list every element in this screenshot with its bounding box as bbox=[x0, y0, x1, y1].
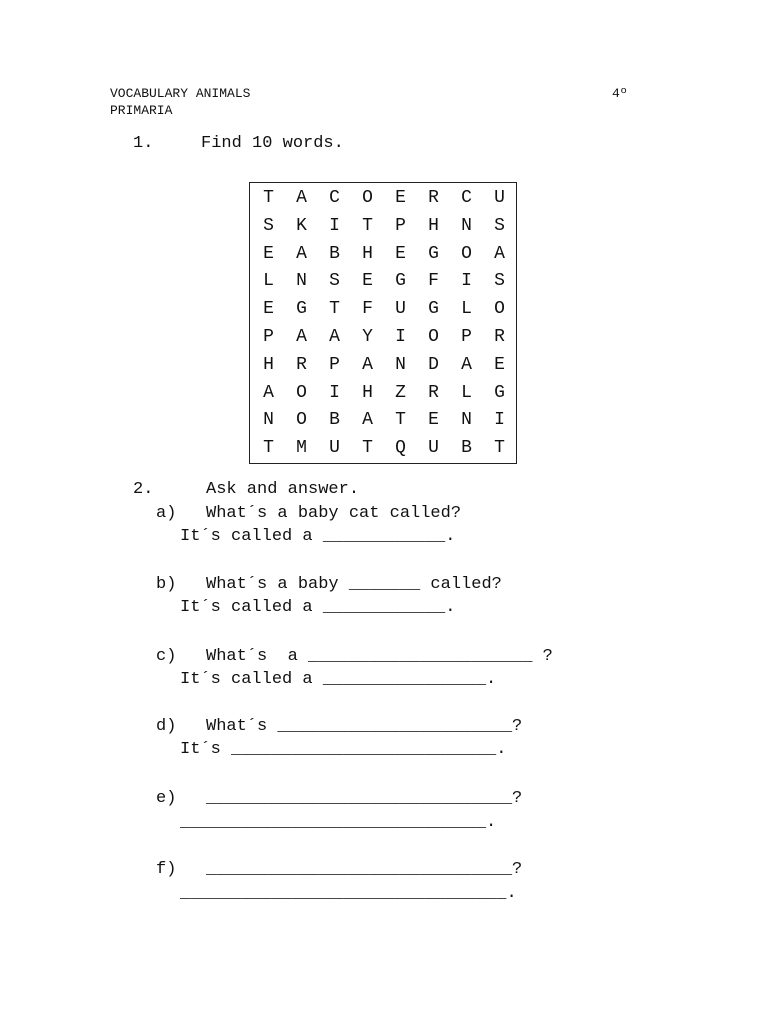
grid-letter: S bbox=[263, 215, 274, 236]
word-search-rows bbox=[250, 185, 516, 463]
grid-letter: O bbox=[494, 299, 505, 320]
grid-letter: F bbox=[362, 299, 373, 320]
item-e-question: ______________________________? bbox=[206, 789, 523, 808]
item-b-answer: It´s called a ____________. bbox=[180, 598, 456, 617]
grade-label: 4º bbox=[612, 86, 628, 101]
grid-letter: N bbox=[263, 410, 274, 431]
grid-letter: F bbox=[428, 271, 439, 292]
grid-letter: N bbox=[296, 271, 307, 292]
grid-letter: I bbox=[329, 382, 340, 403]
grid-letter: T bbox=[329, 299, 340, 320]
item-d-answer: It´s __________________________. bbox=[180, 740, 507, 759]
grid-letter: N bbox=[461, 215, 472, 236]
grid-letter: E bbox=[362, 271, 373, 292]
grid-letter: A bbox=[494, 243, 505, 264]
grid-letter: P bbox=[263, 326, 274, 347]
grid-letter: L bbox=[461, 382, 472, 403]
grid-letter: U bbox=[428, 438, 439, 459]
item-a-question: What´s a baby cat called? bbox=[206, 504, 462, 523]
worksheet-title: VOCABULARY ANIMALS bbox=[110, 86, 251, 101]
grid-letter: S bbox=[329, 271, 340, 292]
grid-letter: U bbox=[329, 438, 340, 459]
item-b-question: What´s a baby _______ called? bbox=[206, 575, 502, 594]
grid-letter: O bbox=[296, 410, 307, 431]
grid-row bbox=[250, 324, 516, 352]
grid-letter: A bbox=[296, 243, 307, 264]
grid-letter: P bbox=[395, 215, 406, 236]
grid-letter: M bbox=[296, 438, 307, 459]
grid-letter: E bbox=[395, 188, 406, 208]
grid-letter: O bbox=[296, 382, 307, 403]
grid-letter: Y bbox=[362, 326, 373, 347]
grid-letter: T bbox=[395, 410, 406, 431]
grid-letter: D bbox=[428, 354, 439, 375]
grid-letter: I bbox=[494, 410, 505, 431]
grid-letter: U bbox=[395, 299, 406, 320]
grid-letter: I bbox=[395, 326, 406, 347]
grid-row bbox=[250, 213, 516, 241]
grid-letter: A bbox=[296, 326, 307, 347]
item-f-question: ______________________________? bbox=[206, 860, 523, 879]
grid-letter: E bbox=[494, 354, 505, 375]
grid-letter: A bbox=[296, 188, 307, 208]
grid-letter: G bbox=[296, 299, 307, 320]
item-e-answer: ______________________________. bbox=[180, 813, 497, 832]
grid-letter: L bbox=[263, 271, 274, 292]
grid-letter: G bbox=[428, 299, 439, 320]
item-d-question: What´s _______________________? bbox=[206, 717, 523, 736]
grid-letter: R bbox=[428, 188, 439, 208]
grid-letter: I bbox=[461, 271, 472, 292]
grid-letter: T bbox=[494, 438, 505, 459]
item-f-answer: ________________________________. bbox=[180, 884, 517, 903]
grid-letter: Z bbox=[395, 382, 406, 403]
grid-letter: A bbox=[461, 354, 472, 375]
item-c-answer: It´s called a ________________. bbox=[180, 670, 497, 689]
grid-letter: G bbox=[494, 382, 505, 403]
level-label: PRIMARIA bbox=[110, 103, 173, 118]
grid-letter: B bbox=[329, 410, 340, 431]
grid-row bbox=[250, 352, 516, 380]
grid-letter: N bbox=[461, 410, 472, 431]
grid-row bbox=[250, 185, 516, 213]
grid-row bbox=[250, 241, 516, 269]
task2-instruction: Ask and answer. bbox=[206, 480, 360, 499]
grid-row bbox=[250, 296, 516, 324]
grid-letter: G bbox=[395, 271, 406, 292]
grid-row bbox=[250, 268, 516, 296]
grid-letter: T bbox=[362, 438, 373, 459]
grid-letter: H bbox=[362, 243, 373, 264]
grid-letter: N bbox=[395, 354, 406, 375]
grid-letter: C bbox=[461, 188, 472, 208]
grid-letter: P bbox=[461, 326, 472, 347]
item-e-letter: e) bbox=[156, 789, 177, 808]
grid-letter: L bbox=[461, 299, 472, 320]
grid-letter: Q bbox=[395, 438, 406, 459]
grid-letter: O bbox=[461, 243, 472, 264]
grid-row bbox=[250, 380, 516, 408]
grid-letter: R bbox=[296, 354, 307, 375]
grid-letter: A bbox=[329, 326, 340, 347]
grid-letter: I bbox=[329, 215, 340, 236]
grid-letter: O bbox=[428, 326, 439, 347]
grid-letter: R bbox=[428, 382, 439, 403]
grid-letter: B bbox=[329, 243, 340, 264]
grid-letter: P bbox=[329, 354, 340, 375]
grid-letter: E bbox=[428, 410, 439, 431]
grid-letter: H bbox=[362, 382, 373, 403]
grid-letter: U bbox=[494, 188, 505, 208]
grid-letter: T bbox=[263, 188, 274, 208]
grid-letter: E bbox=[263, 243, 274, 264]
item-c-question: What´s a ______________________ ? bbox=[206, 647, 553, 666]
task2-number: 2. bbox=[133, 480, 154, 499]
grid-letter: O bbox=[362, 188, 373, 208]
task1-number: 1. bbox=[133, 134, 154, 153]
grid-letter: G bbox=[428, 243, 439, 264]
item-a-answer: It´s called a ____________. bbox=[180, 527, 456, 546]
grid-letter: A bbox=[362, 354, 373, 375]
grid-letter: S bbox=[494, 215, 505, 236]
item-f-letter: f) bbox=[156, 860, 177, 879]
grid-letter: H bbox=[428, 215, 439, 236]
grid-row bbox=[250, 435, 516, 463]
grid-letter: T bbox=[362, 215, 373, 236]
grid-letter: K bbox=[296, 215, 307, 236]
grid-letter: R bbox=[494, 326, 505, 347]
item-a-letter: a) bbox=[156, 504, 177, 523]
grid-letter: C bbox=[329, 188, 340, 208]
grid-letter: H bbox=[263, 354, 274, 375]
item-b-letter: b) bbox=[156, 575, 177, 594]
task1-instruction: Find 10 words. bbox=[201, 134, 344, 153]
item-d-letter: d) bbox=[156, 717, 177, 736]
grid-letter: A bbox=[362, 410, 373, 431]
item-c-letter: c) bbox=[156, 647, 177, 666]
grid-letter: S bbox=[494, 271, 505, 292]
grid-letter: T bbox=[263, 438, 274, 459]
grid-letter: E bbox=[263, 299, 274, 320]
grid-letter: E bbox=[395, 243, 406, 264]
word-search-grid bbox=[249, 182, 517, 464]
grid-letter: B bbox=[461, 438, 472, 459]
grid-row bbox=[250, 407, 516, 435]
grid-letter: A bbox=[263, 382, 274, 403]
